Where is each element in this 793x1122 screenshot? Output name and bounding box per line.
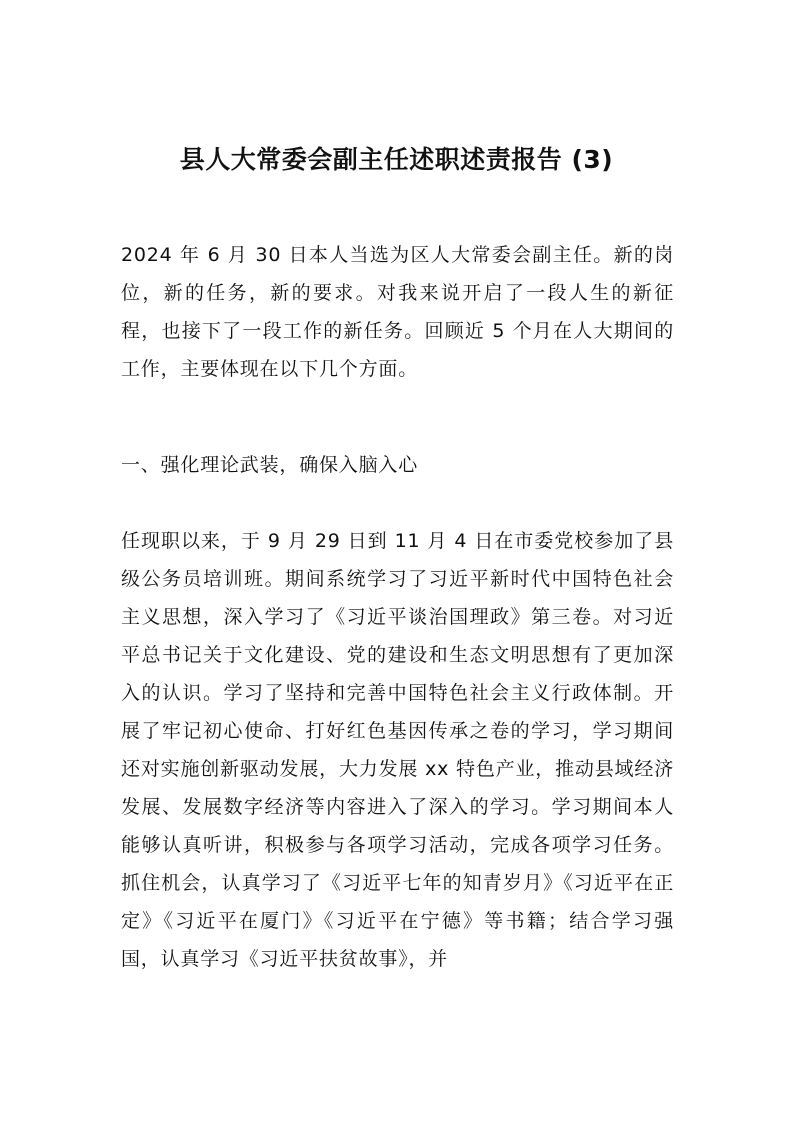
section-body-paragraph: 任现职以来，于 9 月 29 日到 11 月 4 日在市委党校参加了县级公务员培训班。期间系统学习了习近平新时代中国特色社会主义思想，深入学习了《习近平谈治国理政》第三卷。对习近平总书记关于文化建设、党的建设和生态文明思想有了更加深入的认识。学习了坚持和完善中国特色社会主义行政体制。开展了牢记初心使命、打好红色基因传承之卷的学习，学习期间还对实施创新驱动发展，大力发展 xx 特色产业，推动县域经济发展、发展数字经济等内容进入了深入的学习。学习期间本人能够认真听讲，积极参与各项学习活动，完成各项学习任务。抓住机会，认真学习了《习近平七年的知青岁月》《习近平在正定》《习近平在厦门》《习近平在宁德》等书籍；结合学习强国，认真学习《习近平扶贫故事》，并: [121, 530, 674, 970]
document-title: 县人大常委会副主任述职述责报告 (3): [179, 144, 614, 174]
section-heading: 一、强化理论武装，确保入脑入心: [121, 454, 419, 476]
intro-paragraph: 2024 年 6 月 30 日本人当选为区人大常委会副主任。新的岗位，新的任务，新的要求。对我来说开启了一段人生的新征程，也接下了一段工作的新任务。回顾近 5 个月在人大期间的工作，主要体现在以下几个方面。: [121, 244, 674, 380]
